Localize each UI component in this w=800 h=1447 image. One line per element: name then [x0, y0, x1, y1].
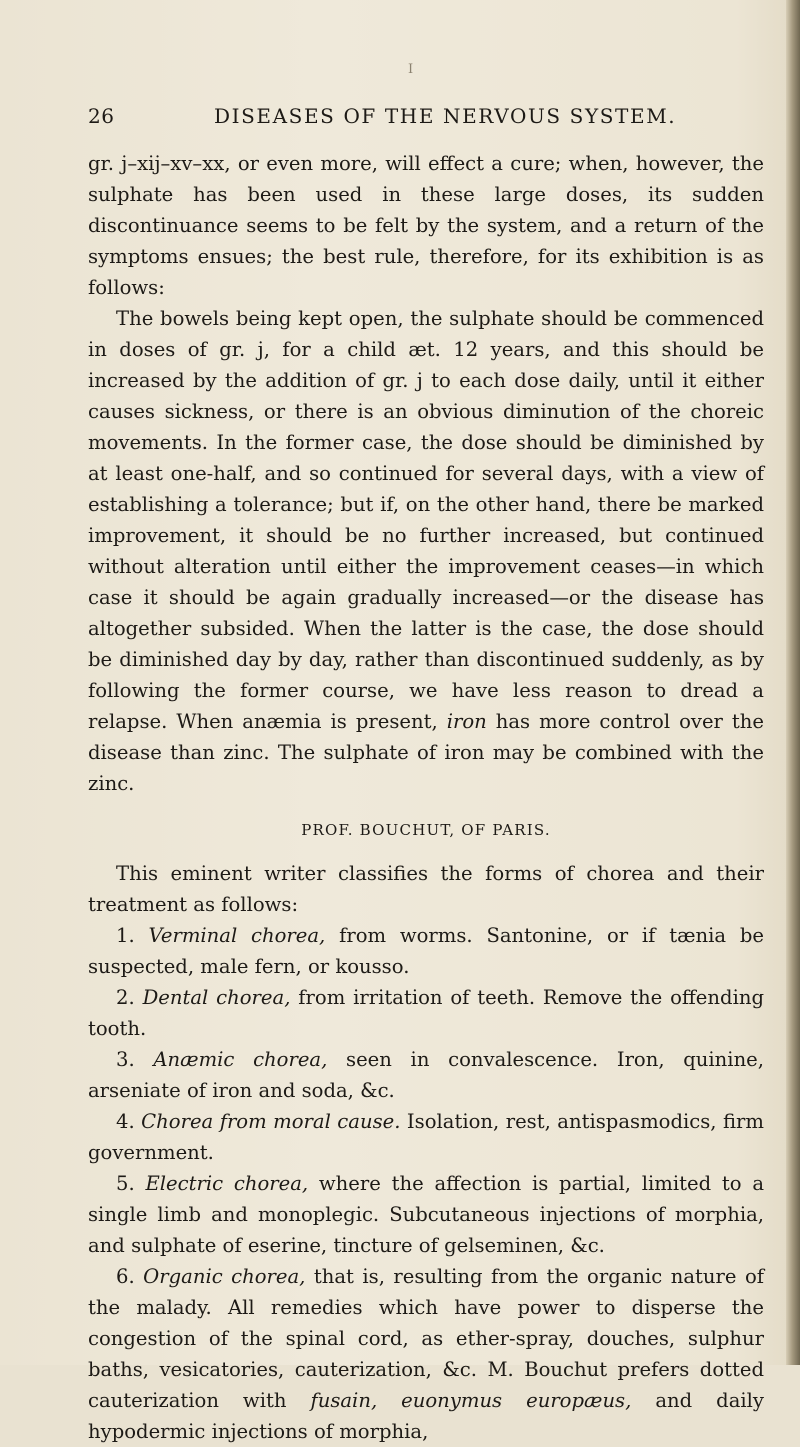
paragraph-continuation: gr. j–xij–xv–xx, or even more, will effect a cure; when, however, the sulphate has been used in these large doses, its sudden discontinuance seems to be felt by the system, and a return of the symptoms ensues; the best rule, therefore, for its exhibition is as follows:	[88, 152, 764, 299]
emphasis-iron: iron	[446, 710, 487, 733]
list-item: 2. Dental chorea, from irritation of teeth. Remove the offending tooth.	[88, 986, 764, 1040]
body-text	[88, 148, 764, 1447]
page-edge-shadow	[786, 0, 800, 1365]
page-mark: I	[408, 62, 414, 77]
list-item: 4. Chorea from moral cause. Isolation, rest, antispasmodics, firm government.	[88, 1110, 765, 1164]
intro-paragraph: This eminent writer classifies the forms of chorea and their treatment as follows:	[88, 862, 764, 916]
list-item: 1. Verminal chorea, from worms. Santonine, or if tænia be suspected, male fern, or kousso.	[88, 924, 764, 978]
section-heading: PROF. BOUCHUT, OF PARIS.	[301, 821, 551, 839]
page-number: 26	[88, 104, 115, 128]
list-item: 3. Anæmic chorea, seen in convalescence. Iron, quinine, arseniate of iron and soda, &c.	[88, 1048, 765, 1102]
running-title: DISEASES OF THE NERVOUS SYSTEM.	[214, 104, 677, 128]
paragraph-dosage: The bowels being kept open, the sulphate should be commenced in doses of gr. j, for a child æt. 12 years, and this should be increased by the addition of gr. j to each dose daily, until it either causes sickness, or there is an obvious diminution of the choreic movements. In the former case, the dose should be diminished by at least one-half, and so continued for several days, with a view of establishing a tolerance; but if, on the other hand, there be marked improvement, it should be no further increased, but continued without alteration until either the improvement ceases—in which case it should be again gradually increased—or the disease has altogether subsided. When the latter is the case, the dose should be diminished day by day, rather than discontinued suddenly, as by following the former course, we have less reason to dread a relapse. When anæmia is present, iron has more control over the disease than zinc. The sulphate of iron may be combined with the zinc.	[88, 307, 764, 795]
list-item: 5. Electric chorea, where the affection is partial, limited to a single limb and monoplegic. Subcutaneous injections of morphia, and sulphate of eserine, tincture of gelseminen, &c.	[88, 1172, 765, 1257]
list-item: 6. Organic chorea, that is, resulting from the organic nature of the malady. All remedies which have power to disperse the congestion of the spinal cord, as ether-spray, douches, sulphur baths, vesicatories, cauterization, &c. M. Bouchut prefers dotted cauterization with fusain, euonymus europæus, and daily hypodermic injections of morphia,	[88, 1265, 764, 1443]
